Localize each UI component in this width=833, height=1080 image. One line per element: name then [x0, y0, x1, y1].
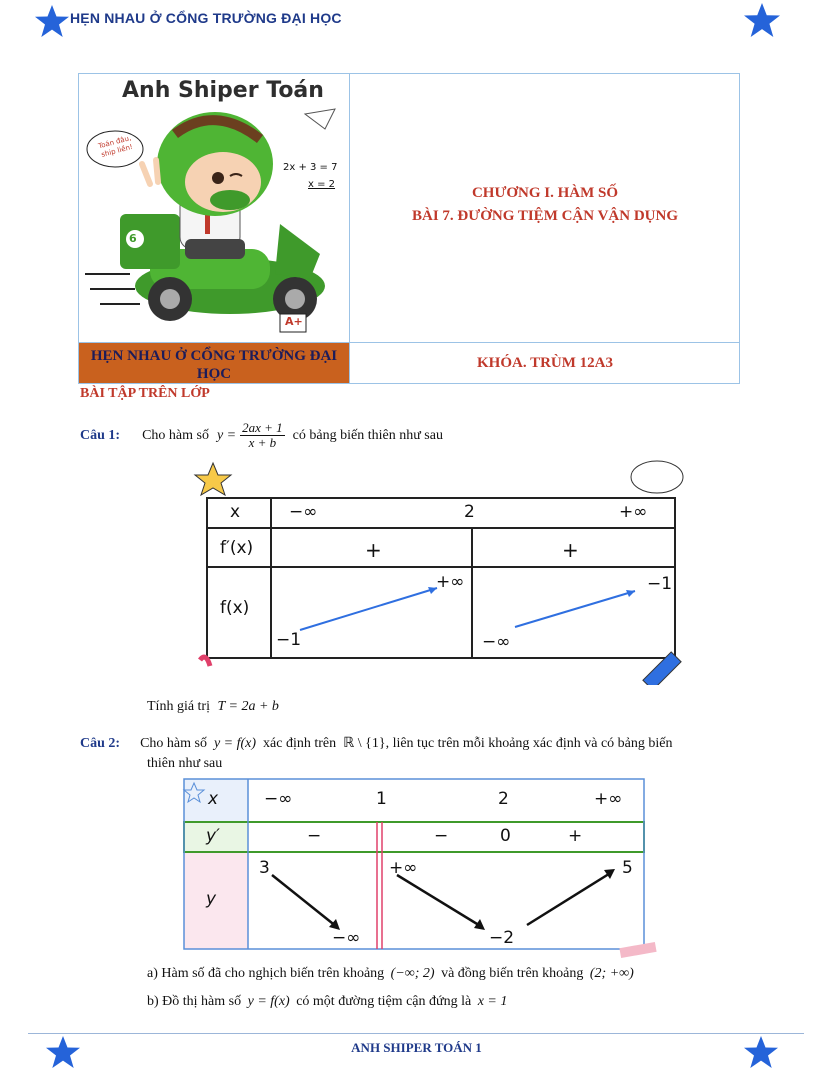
q2-a-text: a) Hàm số đã cho nghịch biến trên khoảng [147, 966, 385, 981]
q1-x-1: 2 [464, 502, 475, 522]
q2-variation-table [182, 777, 662, 962]
section-title: BÀI TẬP TRÊN LỚP [80, 386, 210, 401]
q1-f-3: −1 [647, 574, 673, 594]
q1-sign-0: + [365, 538, 382, 562]
q2-y-3: −2 [489, 928, 515, 948]
q2-text: Cho hàm số [140, 736, 207, 751]
arrow-up-3 [527, 872, 612, 925]
q1-task-expr: T = 2a + b [217, 699, 279, 714]
q1-table-svg [185, 455, 695, 685]
header-title: HẸN NHAU Ở CỔNG TRƯỜNG ĐẠI HỌC [70, 10, 342, 26]
logo-brand: Anh Shiper Toán [122, 78, 324, 103]
q2-statement-b [147, 994, 507, 1010]
q2-a-interval1: (−∞; 2) [390, 966, 435, 981]
slogan-text: HẸN NHAU Ở CỔNG TRƯỜNG ĐẠI HỌC [90, 348, 338, 382]
q1-label: Câu 1: [80, 428, 121, 444]
footer-divider [28, 1033, 804, 1034]
q2-line [80, 734, 780, 752]
star-sticker-icon [195, 463, 231, 495]
q2-a-interval2: (2; +∞) [589, 966, 634, 981]
q2-sign-1: − [434, 826, 449, 846]
q1-f-2: −∞ [482, 632, 511, 652]
q2-a-mid: và đồng biến trên khoảng [441, 966, 584, 981]
q2-statement-a [147, 966, 634, 982]
q1-text-after: có bảng biến thiên như sau [292, 428, 443, 444]
q2-x-0: −∞ [264, 789, 293, 809]
q2-label: Câu 2: [80, 736, 121, 751]
q2-expr: y = f(x) [213, 736, 257, 751]
star-icon [742, 2, 782, 38]
q2-b-mid: có một đường tiệm cận đứng là [296, 994, 472, 1009]
star-icon [34, 4, 70, 38]
q2-b-expr: y = f(x) [247, 994, 290, 1009]
q1-row-x: x [230, 502, 241, 522]
logo-illustration [80, 74, 348, 341]
q1-y-eq: y = [216, 428, 237, 444]
cloud-icon [631, 461, 683, 493]
q1-task-text: Tính giá trị [147, 699, 210, 714]
q2-domain: ℝ \ {1} [343, 736, 386, 751]
q1-numerator: 2ax + 1 [242, 420, 283, 435]
q1-x-0: −∞ [289, 502, 318, 522]
arrow-down-1 [272, 875, 337, 927]
q1-row-f: f(x) [220, 598, 250, 618]
q2-x-2: 2 [498, 789, 509, 809]
q1-task [147, 699, 279, 715]
q2-row-yp: y′ [206, 826, 220, 846]
q2-b-val: x = 1 [477, 994, 508, 1009]
chapter-title: CHƯƠNG I. HÀM SỐ [471, 185, 619, 201]
q1-denominator: x + b [248, 435, 277, 450]
q2-text4: thiên như sau [147, 756, 223, 771]
q2-y-0: 3 [259, 858, 270, 878]
q2-row-x: x [208, 789, 219, 809]
q2-y-2: +∞ [389, 858, 418, 878]
q2-text2: xác định trên [263, 736, 337, 751]
q2-x-3: +∞ [594, 789, 623, 809]
q2-sign-3: + [568, 826, 583, 846]
q2-sign-2: 0 [500, 826, 511, 846]
q2-sign-0: − [307, 826, 322, 846]
q1-f-0: −1 [276, 630, 302, 650]
q2-row-y: y [206, 889, 217, 909]
q1-x-2: +∞ [619, 502, 648, 522]
star-icon [742, 1035, 780, 1069]
q2-text3: , liên tục trên mỗi khoảng xác định và có bảng biến [385, 736, 673, 751]
q1-text: Cho hàm số [142, 428, 209, 444]
q1-row-fp: f′(x) [220, 538, 254, 558]
logo-badge: 6 [129, 232, 137, 245]
logo-eq2: x = 2 [308, 179, 336, 190]
q1-f-1: +∞ [436, 572, 465, 592]
footer-text: ANH SHIPER TOÁN 1 [351, 1040, 482, 1055]
arrow-down-2 [397, 875, 482, 927]
logo-grade: A+ [285, 315, 303, 328]
lesson-title: BÀI 7. ĐƯỜNG TIỆM CẬN VẬN DỤNG [412, 208, 678, 224]
logo [80, 74, 348, 341]
q2-x-1: 1 [376, 789, 387, 809]
q2-table-svg [182, 777, 662, 962]
course-name: KHÓA. TRÙM 12A3 [477, 355, 613, 371]
q1-fraction [240, 421, 285, 450]
q1-line [80, 421, 780, 450]
logo-eq1: 2x + 3 = 7 [283, 162, 338, 173]
q1-sign-1: + [562, 538, 579, 562]
q2-b-text: b) Đồ thị hàm số [147, 994, 242, 1009]
q1-variation-table [185, 455, 695, 685]
logo-bubble: Toán đâu, ship liền! [97, 133, 134, 159]
q2-y-1: −∞ [332, 928, 361, 948]
q2-y-4: 5 [622, 858, 633, 878]
